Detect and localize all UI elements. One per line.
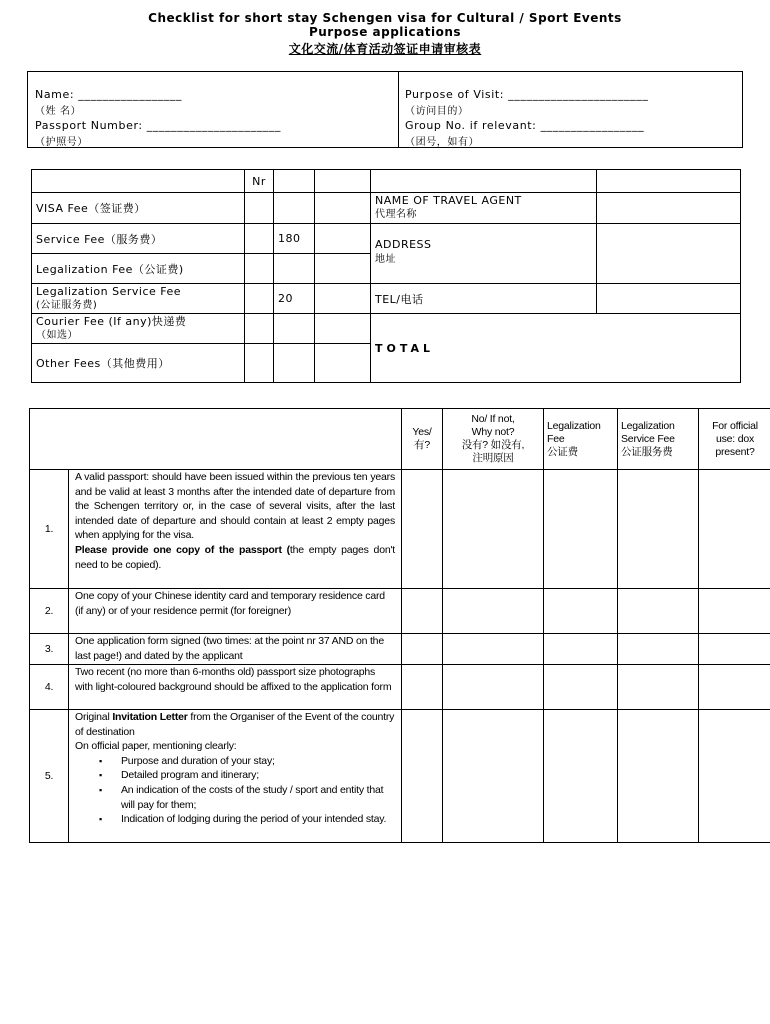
yes-cell[interactable] — [402, 665, 443, 710]
fee-value-cell[interactable]: 20 — [274, 284, 315, 314]
legal-fee-cell[interactable] — [544, 470, 618, 589]
applicant-info-box — [27, 71, 743, 148]
item-description: Two recent (no more than 6-months old) passport size photographs with light-coloured background should be affixed to the application form — [69, 665, 402, 710]
passport-number-field[interactable]: Passport Number: ______________________ — [35, 119, 281, 132]
official-use-cell[interactable] — [699, 710, 770, 843]
no-cell[interactable] — [443, 589, 544, 634]
tel-label: TEL/电话 — [371, 284, 597, 314]
fee-nr-cell[interactable] — [245, 193, 274, 224]
item-description: A valid passport: should have been issued within the previous ten years and be valid at least 3 months after the intended date of departure from the Schengen territory or, in the case of several visits, after the last intended date of departure and should contain at least 2 empty pages when applying for the visa. Please provide one copy of the passport (the empty pages don't need to be copied). — [69, 470, 402, 589]
fee-value-cell[interactable] — [274, 254, 315, 284]
address-value[interactable] — [597, 224, 741, 284]
legal-service-cell[interactable] — [618, 634, 699, 665]
table-row — [30, 665, 770, 710]
no-header: No/ If not, Why not? 没有? 如没有, 注明原因 — [443, 409, 544, 470]
fee-value-cell[interactable] — [274, 344, 315, 383]
official-use-cell[interactable] — [699, 634, 770, 665]
group-number-field[interactable]: Group No. if relevant: _________________ — [405, 119, 645, 132]
item-number: 1. — [30, 470, 69, 589]
official-use-cell[interactable] — [699, 665, 770, 710]
fee-row-legalization-service: Legalization Service Fee (公证服务费) — [32, 284, 245, 314]
invitation-requirements-list — [75, 754, 395, 827]
travel-agent-value[interactable] — [597, 193, 741, 224]
no-cell[interactable] — [443, 470, 544, 589]
list-item: ▪ Detailed program and itinerary; — [121, 768, 395, 783]
legalization-service-fee-header: Legalization Service Fee 公证服务费 — [618, 409, 699, 470]
total-label: TOTAL — [371, 314, 741, 383]
table-row — [30, 589, 770, 634]
purpose-label-cn: （访问目的） — [405, 106, 469, 117]
info-divider — [398, 71, 399, 148]
fee-row-service: Service Fee（服务费） — [32, 224, 245, 254]
legal-service-cell[interactable] — [618, 710, 699, 843]
fee-row-other: Other Fees（其他费用） — [32, 344, 245, 383]
address-label: ADDRESS 地址 — [371, 224, 597, 284]
passport-label-cn: （护照号） — [35, 137, 88, 148]
item-description: Original Invitation Letter from the Organiser of the Event of the country of destination On official paper, mentioning clearly: ▪ Purpose and duration of your stay; ▪ Detailed program and itinerary; ▪ An indication of the costs of the study / sport and entity that will pay for them; ▪ Indication of lodging during the period of your intended stay. — [69, 710, 402, 843]
no-cell[interactable] — [443, 634, 544, 665]
group-label-cn: （团号，如有） — [405, 137, 480, 148]
no-cell[interactable] — [443, 710, 544, 843]
item-description: One copy of your Chinese identity card and temporary residence card (if any) or of your residence permit (for foreigner) — [69, 589, 402, 634]
list-item: ▪ An indication of the costs of the study / sport and entity that will pay for them; — [121, 783, 395, 812]
fee-row-legalization: Legalization Fee（公证费) — [32, 254, 245, 284]
fee-value-cell[interactable]: 180 — [274, 224, 315, 254]
name-field[interactable]: Name: _________________ — [35, 88, 182, 101]
table-row — [30, 634, 770, 665]
item-description: One application form signed (two times: at the point nr 37 AND on the last page!) and dated by the applicant — [69, 634, 402, 665]
yes-cell[interactable] — [402, 589, 443, 634]
no-cell[interactable] — [443, 665, 544, 710]
page-title: Checklist for short stay Schengen visa for Cultural / Sport Events — [148, 11, 622, 25]
yes-cell[interactable] — [402, 634, 443, 665]
official-use-cell[interactable] — [699, 589, 770, 634]
official-use-cell[interactable] — [699, 470, 770, 589]
name-label-cn: （姓 名） — [35, 106, 82, 117]
legal-fee-cell[interactable] — [544, 634, 618, 665]
item-number: 2. — [30, 589, 69, 634]
fee-row-visa: VISA Fee（签证费） — [32, 193, 245, 224]
fee-value-cell[interactable] — [274, 314, 315, 344]
nr-header: Nr — [245, 170, 274, 193]
yes-header: Yes/ 有? — [402, 409, 443, 470]
yes-cell[interactable] — [402, 710, 443, 843]
fees-table — [31, 169, 741, 383]
yes-cell[interactable] — [402, 470, 443, 589]
item-number: 5. — [30, 710, 69, 843]
fee-row-courier: Courier Fee (If any)快递费 （如选） — [32, 314, 245, 344]
page-title-chinese: 文化交流/体育活动签证申请审核表 — [288, 42, 482, 56]
legal-fee-cell[interactable] — [544, 665, 618, 710]
legal-service-cell[interactable] — [618, 589, 699, 634]
table-row — [30, 470, 770, 589]
page-subtitle: Purpose applications — [308, 25, 462, 39]
checklist-header-blank — [30, 409, 402, 470]
legal-service-cell[interactable] — [618, 665, 699, 710]
tel-value[interactable] — [597, 284, 741, 314]
legal-service-cell[interactable] — [618, 470, 699, 589]
item-number: 4. — [30, 665, 69, 710]
official-use-header: For official use: dox present? — [699, 409, 770, 470]
list-item: ▪ Indication of lodging during the period of your intended stay. — [121, 812, 395, 827]
legal-fee-cell[interactable] — [544, 710, 618, 843]
item-number: 3. — [30, 634, 69, 665]
fee-value-cell[interactable] — [274, 193, 315, 224]
table-row — [30, 710, 770, 843]
fees-header-blank — [32, 170, 245, 193]
documents-checklist-table — [29, 408, 770, 843]
travel-agent-label: NAME OF TRAVEL AGENT 代理名称 — [371, 193, 597, 224]
purpose-of-visit-field[interactable]: Purpose of Visit: _______________________ — [405, 88, 649, 101]
legalization-fee-header: Legalization Fee 公证费 — [544, 409, 618, 470]
list-item: ▪ Purpose and duration of your stay; — [121, 754, 395, 769]
legal-fee-cell[interactable] — [544, 589, 618, 634]
